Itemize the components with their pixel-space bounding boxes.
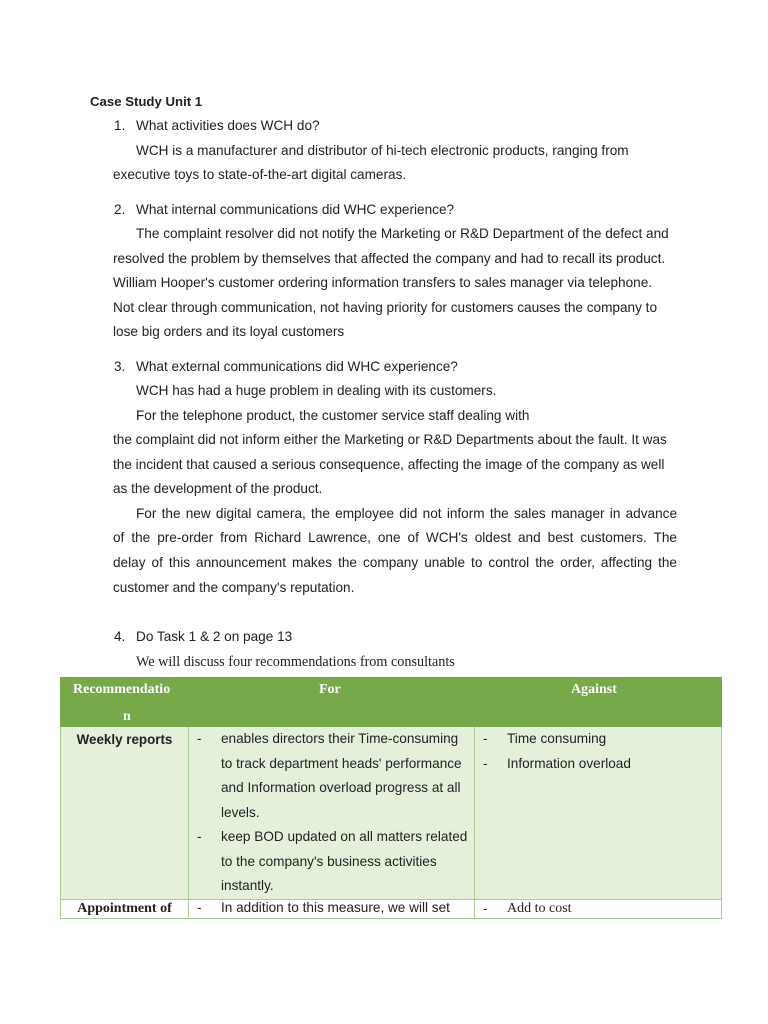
row-label-cell <box>61 727 189 900</box>
q2-question: What internal communications did WHC experience? <box>136 202 455 217</box>
header-against: Against <box>475 678 722 727</box>
q3-line: as the development of the product. <box>113 481 323 496</box>
header-recommendation <box>61 678 189 727</box>
table-header-row <box>61 678 722 727</box>
against-cell <box>475 899 722 918</box>
q4-question: Do Task 1 & 2 on page 13 <box>136 629 293 644</box>
for-bullet: - In addition to this measure, we will set <box>197 899 450 915</box>
q2-answer-line: Not clear through communication, not having priority for customers causes the company to <box>113 300 658 315</box>
q3-line: delay of this announcement makes the company unable to control the order, affecting the <box>113 555 677 570</box>
q1-number: 1. <box>114 118 126 133</box>
header-recommendation-line1: Recommendatio <box>73 682 171 697</box>
q2-number: 2. <box>114 202 126 217</box>
q3-line: For the telephone product, the customer service staff dealing with <box>136 408 530 423</box>
for-cell <box>189 899 475 918</box>
q3-question: What external communications did WHC experience? <box>136 359 458 374</box>
table-row <box>61 727 722 900</box>
header-recommendation-line2: n <box>123 709 131 724</box>
against-bullet: - Add to cost <box>483 900 572 916</box>
row-label-cell <box>61 899 189 918</box>
q1-answer-line: WCH is a manufacturer and distributor of hi-tech electronic products, ranging from <box>136 143 629 158</box>
q3-line: the incident that caused a serious consequence, affecting the image of the company as well <box>113 457 665 472</box>
q3-line: the complaint did not inform either the Marketing or R&D Departments about the fault. It was <box>113 432 667 447</box>
row-label: Appointment of <box>77 900 172 916</box>
against-bullet: - Time consuming <box>483 731 607 746</box>
row-label: Weekly reports <box>76 732 173 747</box>
q4-number: 4. <box>114 629 126 644</box>
against-bullet: - Information overload <box>483 755 631 771</box>
q2-answer-line: lose big orders and its loyal customers <box>113 324 345 339</box>
header-for: For <box>189 678 475 727</box>
table-row <box>61 899 722 918</box>
q1-question: What activities does WCH do? <box>136 118 320 133</box>
q2-answer-line: resolved the problem by themselves that affected the company and had to recall its product. <box>113 251 666 266</box>
recommendations-table <box>60 677 722 919</box>
q3-line: For the new digital camera, the employee did not inform the sales manager in advance <box>136 506 677 521</box>
for-bullet: - enables directors their Time-consuming to track department heads' performance and Information overload progress at all levels. <box>197 731 462 820</box>
q3-line: of the pre-order from Richard Lawrence, one of WCH's oldest and best customers. The <box>113 530 677 545</box>
q4-intro: We will discuss four recommendations from consultants <box>136 654 455 670</box>
against-cell <box>475 727 722 900</box>
q1-answer-line: executive toys to state-of-the-art digital cameras. <box>113 167 407 182</box>
q2-answer-line: William Hooper's customer ordering information transfers to sales manager via telephone. <box>113 275 653 290</box>
for-bullet: - keep BOD updated on all matters related to the company's business activities instantly. <box>197 829 468 893</box>
q2-answer-line: The complaint resolver did not notify the Marketing or R&D Department of the defect and <box>136 226 669 241</box>
q3-line: customer and the company's reputation. <box>113 580 355 595</box>
q3-line: WCH has had a huge problem in dealing with its customers. <box>136 383 497 398</box>
for-cell <box>189 727 475 900</box>
document-title: Case Study Unit 1 <box>90 94 203 109</box>
q3-number: 3. <box>114 359 126 374</box>
